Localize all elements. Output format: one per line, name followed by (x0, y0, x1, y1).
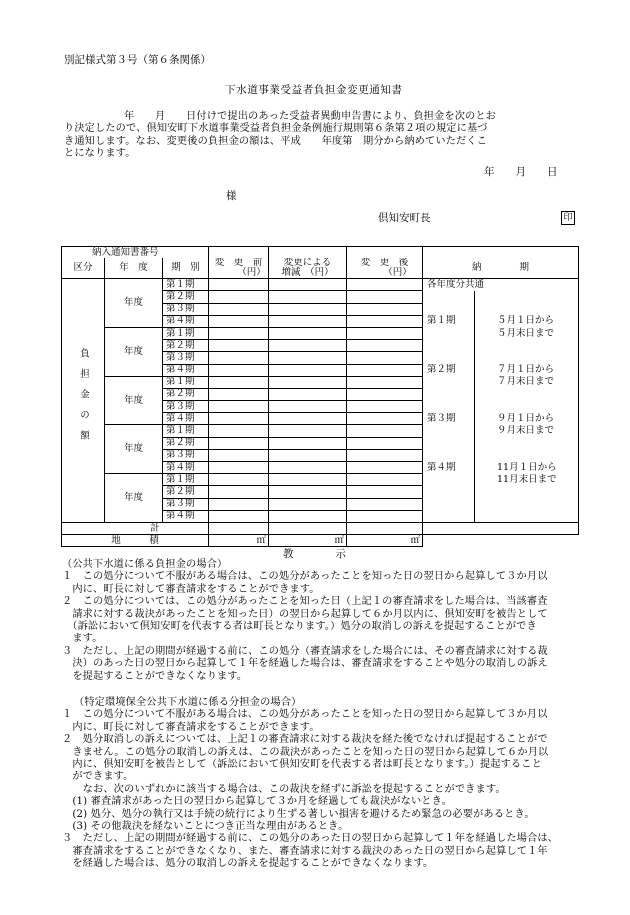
after-amount-cell[interactable] (347, 327, 423, 339)
area-row (62, 535, 579, 547)
instruction-line: (3) その他裁決を経ないことにつき正当な理由があるとき。 (62, 821, 349, 833)
instruction-line: を提起することができなくなります。 (62, 670, 248, 682)
period-cell: 第１期 (163, 279, 209, 291)
delta-amount-cell[interactable] (269, 486, 347, 498)
after-amount-cell[interactable] (347, 425, 423, 437)
after-amount-cell[interactable] (347, 413, 423, 425)
issuer-name: 倶知安町長 (378, 212, 431, 224)
before-amount-cell[interactable] (209, 279, 269, 291)
instruction-line: ２ 処分取消しの訴えについては、上記１の審査請求に対する裁決を経た後でなければ提起することがで (62, 734, 548, 746)
after-amount-cell[interactable] (347, 437, 423, 449)
before-amount-cell[interactable] (209, 510, 269, 522)
year-cell[interactable] (105, 474, 163, 523)
before-amount-cell[interactable] (209, 388, 269, 400)
due-to: ７月末日まで (475, 376, 579, 388)
table-row (62, 474, 579, 486)
due-from: ５月１日から (475, 315, 579, 327)
after-total-cell[interactable] (347, 522, 423, 534)
period-cell: 第１期 (163, 474, 209, 486)
before-amount-cell[interactable] (209, 291, 269, 303)
instruction-item (62, 709, 597, 734)
before-amount-cell[interactable] (209, 303, 269, 315)
after-amount-cell[interactable] (347, 352, 423, 364)
before-total-cell[interactable] (209, 522, 269, 534)
section-heading: （公共下水道に係る負担金の場合） (62, 559, 228, 570)
intro-line: き通知します。なお、変更後の負担金の額は、平成 年度第 期分から納めていただくこ (64, 135, 488, 147)
instruction-item (62, 596, 597, 646)
period-cell: 第３期 (163, 401, 209, 413)
instruction-line: なお、次のいずれかに該当する場合は、この裁決を経ずに訴訟を提起することができます。 (62, 783, 506, 795)
period-cell: 第４期 (163, 462, 209, 474)
instruction-line: 内に、倶知安町を被告として（訴訟において倶知安町を代表する者は町長となります。）提起すること (62, 759, 542, 771)
delta-amount-cell[interactable] (269, 352, 347, 364)
category-label: 負担金の額 (78, 347, 89, 451)
period-cell: 第４期 (163, 364, 209, 376)
after-amount-cell[interactable] (347, 449, 423, 461)
after-amount-cell[interactable] (347, 474, 423, 486)
before-amount-cell[interactable] (209, 474, 269, 486)
period-cell: 第１期 (163, 425, 209, 437)
period-cell: 第４期 (163, 413, 209, 425)
before-amount-cell[interactable] (209, 413, 269, 425)
instruction-item (62, 833, 597, 870)
after-amount-cell[interactable] (347, 510, 423, 522)
due-common: 各年度分共通 (423, 279, 579, 291)
period-cell: 第３期 (163, 352, 209, 364)
period-cell: 第１期 (163, 327, 209, 339)
instruction-line: １ この処分について不服がある場合は、この処分があったことを知った日の翌日から起算して３か月以 (62, 709, 548, 721)
delta-amount-cell[interactable] (269, 376, 347, 388)
year-label: 年度 (123, 345, 143, 357)
intro-line: とになります。 (64, 148, 136, 160)
due-to: 11月末日まで (475, 474, 579, 486)
instruction-line: ３ ただし、上記の期間が経過する前に、この処分（審査請求をした場合には、その審査請求に対する裁 (62, 645, 548, 657)
period-cell: 第２期 (163, 486, 209, 498)
col-period: 期 別 (163, 258, 209, 279)
due-term: 第２期 (423, 364, 475, 376)
addressee-suffix: 様 (226, 190, 237, 202)
instruction-item (62, 571, 597, 596)
col-delta (269, 258, 347, 279)
due-from: 11月１日から (475, 462, 579, 474)
before-amount-cell[interactable] (209, 449, 269, 461)
area-label: 地 積 (62, 535, 209, 547)
before-amount-cell[interactable] (209, 327, 269, 339)
before-amount-cell[interactable] (209, 486, 269, 498)
before-amount-cell[interactable] (209, 437, 269, 449)
col-before-unit: （円） (237, 267, 266, 279)
document-title: 下水道事業受益者負担金変更通知書 (225, 84, 403, 96)
due-to: ９月末日まで (475, 425, 579, 437)
before-amount-cell[interactable] (209, 462, 269, 474)
col-before (209, 258, 269, 279)
period-cell: 第１期 (163, 376, 209, 388)
due-term: 第１期 (423, 315, 475, 327)
instruction-line: １ この処分について不服がある場合は、この処分があったことを知った日の翌日から起算して３か月以 (62, 571, 548, 583)
area-after-cell[interactable] (347, 535, 423, 547)
before-amount-cell[interactable] (209, 376, 269, 388)
before-amount-cell[interactable] (209, 364, 269, 376)
instruction-line: 決）のあった日の翌日から起算して１年を経過した場合は、審査請求をすることや処分の取消しの訴え (62, 658, 548, 670)
after-amount-cell[interactable] (347, 401, 423, 413)
due-term: 第４期 (423, 462, 475, 474)
seal-mark: 印 (561, 211, 575, 225)
intro-line: 年 月 日付けで提出のあった受益者異動申告書により、負担金を次のとお (124, 111, 497, 122)
year-label: 年度 (123, 443, 143, 455)
instruction-line: （訴訟において倶知安町を代表する者は町長となります。）処分の取消しの訴えを提起することができ (62, 621, 537, 633)
after-amount-cell[interactable] (347, 364, 423, 376)
after-amount-cell[interactable] (347, 291, 423, 303)
after-amount-cell[interactable] (347, 303, 423, 315)
due-term: 第３期 (423, 413, 475, 425)
instruction-line: 内に、町長に対して審査請求をすることができます。 (62, 721, 320, 733)
after-amount-cell[interactable] (347, 498, 423, 510)
instruction-line: ができます。 (62, 771, 134, 783)
after-amount-cell[interactable] (347, 376, 423, 388)
period-cell: 第３期 (163, 498, 209, 510)
instruction-title: 教 示 (283, 548, 346, 560)
instruction-line: 審査請求をすることができなくなり、また、審査請求に対する裁決のあった日の翌日から起算して１年 (62, 845, 548, 857)
after-amount-cell[interactable] (347, 388, 423, 400)
area-unit: ㎡ (334, 534, 345, 546)
before-amount-cell[interactable] (209, 340, 269, 352)
total-label: 計 (62, 522, 209, 534)
before-amount-cell[interactable] (209, 401, 269, 413)
instruction-line: きません。この処分の取消しの訴えは、この裁決があったことを知った日の翌日から起算して６か月以 (62, 746, 549, 758)
col-after-label: 変 更 後 (360, 258, 409, 269)
intro-paragraph (64, 111, 589, 161)
instruction-item (62, 646, 597, 683)
area-before-cell[interactable] (209, 535, 269, 547)
delta-amount-cell[interactable] (269, 364, 347, 376)
due-to: ５月末日まで (475, 327, 579, 339)
delta-amount-cell[interactable] (269, 437, 347, 449)
instruction-line: ３ ただし、上記の期間が経過する前に、この処分のあった日の翌日から起算して１年を経過した場合は、 (62, 833, 559, 845)
section-public-sewer (62, 559, 597, 683)
period-cell: 第２期 (163, 291, 209, 303)
total-row (62, 522, 579, 534)
before-amount-cell[interactable] (209, 498, 269, 510)
instruction-line: 請求に対する裁決があったことを知った日）の翌日から起算して６か月以内に、倶知安町を被告として (62, 608, 548, 620)
section-heading: （特定環境保全公共下水道に係る分担金の場合） (74, 697, 302, 708)
instruction-line: ます。 (62, 633, 103, 645)
year-label: 年度 (123, 492, 143, 504)
category-cell (62, 279, 105, 523)
notice-number-label: 納入通知書番号 (62, 247, 209, 259)
col-delta-label: 変更による (283, 258, 332, 269)
notice-number-cell[interactable] (209, 247, 269, 259)
col-division: 区分 (62, 258, 105, 279)
after-amount-cell[interactable] (347, 340, 423, 352)
instruction-line: を経過した場合は、処分の取消しの訴えを提起することができなくなります。 (62, 858, 434, 870)
period-cell: 第２期 (163, 388, 209, 400)
year-cell[interactable] (105, 279, 163, 328)
table-row (62, 327, 579, 339)
instruction-line: ２ この処分については、この処分があったことを知った日（上記１の審査請求をした場合は、当該審査 (62, 596, 548, 608)
after-amount-cell[interactable] (347, 486, 423, 498)
year-cell[interactable] (105, 425, 163, 474)
col-after (347, 258, 423, 279)
period-cell: 第２期 (163, 437, 209, 449)
delta-total-cell[interactable] (269, 522, 347, 534)
year-label: 年度 (123, 394, 143, 406)
delta-amount-cell[interactable] (269, 315, 347, 327)
after-amount-cell[interactable] (347, 279, 423, 291)
area-unit: ㎡ (256, 534, 267, 546)
year-cell[interactable] (105, 327, 163, 376)
period-cell: 第４期 (163, 510, 209, 522)
after-amount-cell[interactable] (347, 315, 423, 327)
col-after-unit: （円） (383, 267, 412, 279)
period-cell: 第３期 (163, 303, 209, 315)
delta-amount-cell[interactable] (269, 474, 347, 486)
before-amount-cell[interactable] (209, 352, 269, 364)
period-cell: 第３期 (163, 449, 209, 461)
delta-amount-cell[interactable] (269, 510, 347, 522)
delta-amount-cell[interactable] (269, 388, 347, 400)
form-number: 別記様式第３号（第６条関係） (64, 54, 211, 66)
col-due: 納 期 (423, 258, 579, 279)
period-cell: 第２期 (163, 340, 209, 352)
year-label: 年度 (123, 297, 143, 309)
before-amount-cell[interactable] (209, 315, 269, 327)
date-line: 年 月 日 (484, 166, 558, 178)
delta-amount-cell[interactable] (269, 425, 347, 437)
fee-table (61, 246, 579, 547)
delta-amount-cell[interactable] (269, 498, 347, 510)
delta-amount-cell[interactable] (269, 413, 347, 425)
section-special-sewer (62, 697, 597, 871)
table-row (62, 376, 579, 388)
delta-amount-cell[interactable] (269, 327, 347, 339)
delta-amount-cell[interactable] (269, 291, 347, 303)
instruction-line: (2) 処分、処分の執行又は手続の続行により生ずる著しい損害を避けるため緊急の必要があるとき。 (62, 808, 535, 820)
due-from: ９月１日から (475, 413, 579, 425)
before-amount-cell[interactable] (209, 425, 269, 437)
instruction-line: (1) 審査請求があった日の翌日から起算して３か月を経過しても裁決がないとき。 (62, 796, 452, 808)
table-row (62, 279, 579, 291)
col-before-label: 変 更 前 (214, 258, 263, 269)
year-cell[interactable] (105, 376, 163, 425)
delta-amount-cell[interactable] (269, 279, 347, 291)
instruction-line: 内に、町長に対して審査請求をすることができます。 (62, 583, 320, 595)
delta-amount-cell[interactable] (269, 401, 347, 413)
area-unit: ㎡ (410, 534, 421, 546)
col-delta-unit: 増減 （円） (281, 267, 334, 279)
delta-amount-cell[interactable] (269, 449, 347, 461)
delta-amount-cell[interactable] (269, 340, 347, 352)
delta-amount-cell[interactable] (269, 462, 347, 474)
intro-line: り決定したので、倶知安町下水道事業受益者負担金条例施行規則第６条第２項の規定に基づ (64, 123, 488, 135)
col-year: 年 度 (105, 258, 163, 279)
after-amount-cell[interactable] (347, 462, 423, 474)
delta-amount-cell[interactable] (269, 303, 347, 315)
table-row (62, 425, 579, 437)
due-from: ７月１日から (475, 364, 579, 376)
area-delta-cell[interactable] (269, 535, 347, 547)
period-cell: 第４期 (163, 315, 209, 327)
instruction-item (62, 734, 597, 833)
